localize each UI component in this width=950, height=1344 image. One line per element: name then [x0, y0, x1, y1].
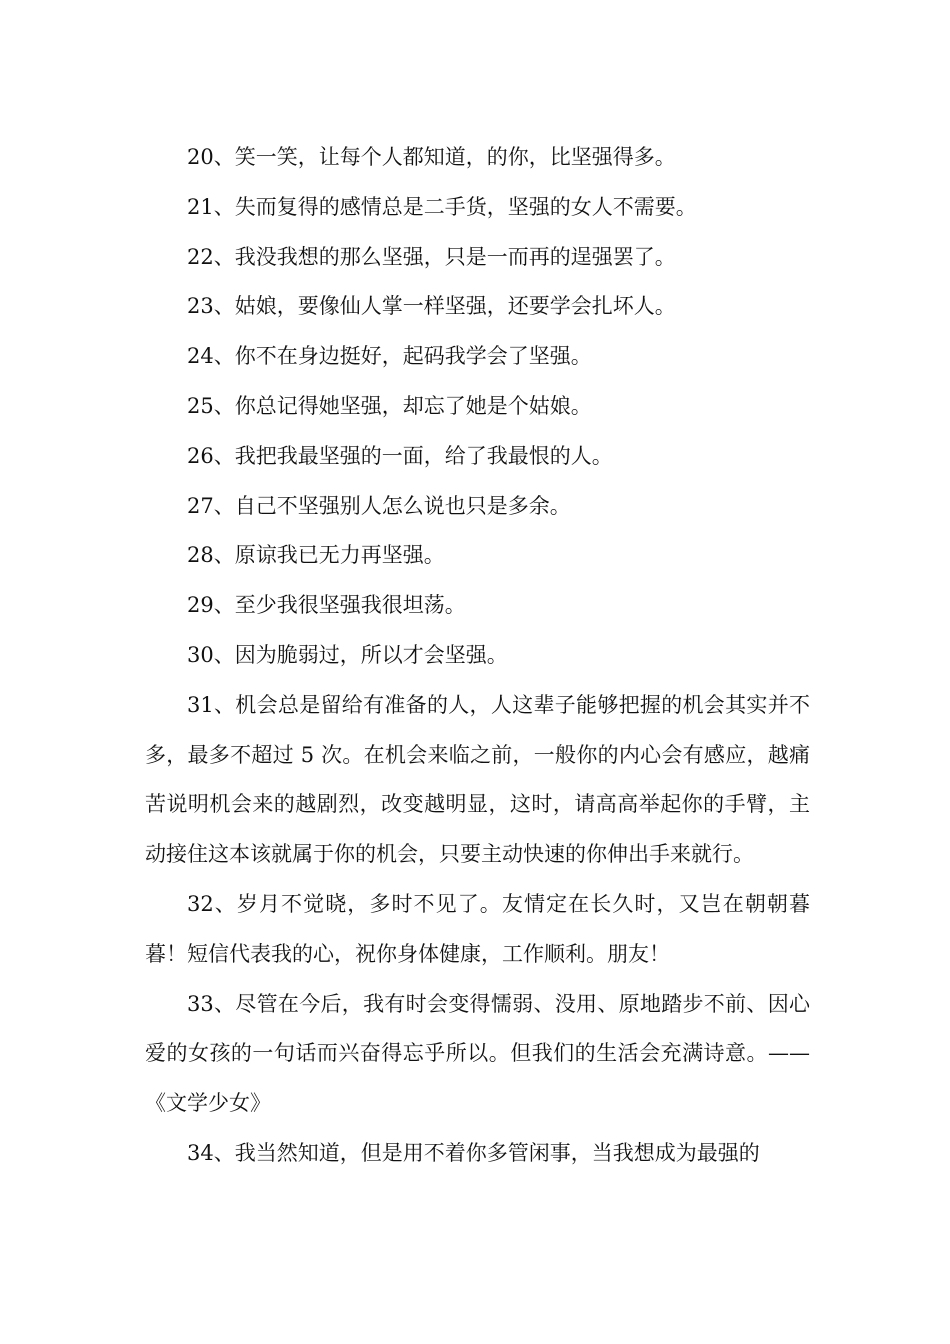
- paragraph-22: 22、我没我想的那么坚强，只是一而再的逞强罢了。: [187, 244, 676, 269]
- paragraph-29: 29、至少我很坚强我很坦荡。: [187, 593, 466, 618]
- paragraph-20: 20、笑一笑，让每个人都知道，的你，比坚强得多。: [187, 145, 676, 169]
- paragraph-21: 21、失而复得的感情总是二手货，坚强的女人不需要。: [187, 194, 697, 219]
- paragraph-30: 30、因为脆弱过，所以才会坚强。: [187, 642, 508, 667]
- paragraph-26: 26、我把我最坚强的一面，给了我最恨的人。: [187, 443, 613, 468]
- paragraph-32: 32、岁月不觉晓，多时不见了。友情定在长久时，又岂在朝朝暮暮！短信代表我的心，祝你身体健康，工作顺利。朋友！: [145, 891, 810, 966]
- paragraph-25: 25、你总记得她坚强，却忘了她是个姑娘。: [187, 393, 592, 418]
- paragraph-33: 33、尽管在今后，我有时会变得懦弱、没用、原地踏步不前、因心爱的女孩的一句话而兴奋得忘乎所以。但我们的生活会充满诗意。——《文学少女》: [145, 991, 810, 1116]
- paragraph-23: 23、姑娘，要像仙人掌一样坚强，还要学会扎坏人。: [187, 294, 676, 319]
- paragraph-31: 31、机会总是留给有准备的人，人这辈子能够把握的机会其实并不多，最多不超过 5 次。在机会来临之前，一般你的内心会有感应，越痛苦说明机会来的越剧烈，改变越明显，这时，请高高举起你的手臂，主动接住这本该就属于你的机会，只要主动快速的你伸出手来就行。: [145, 692, 810, 867]
- paragraph-27: 27、自己不坚强别人怎么说也只是多余。: [187, 493, 571, 518]
- document-body: [145, 133, 810, 1179]
- paragraph-24: 24、你不在身边挺好，起码我学会了坚强。: [187, 344, 592, 369]
- paragraph-28: 28、原谅我已无力再坚强。: [187, 543, 445, 568]
- paragraph-34: 34、我当然知道，但是用不着你多管闲事，当我想成为最强的: [187, 1140, 760, 1165]
